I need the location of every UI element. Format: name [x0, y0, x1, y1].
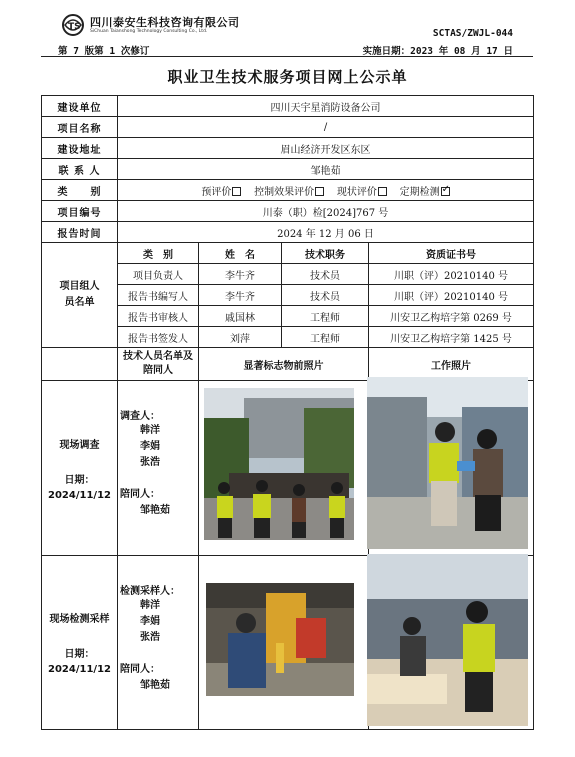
investigators-label: 调查人： — [120, 411, 160, 422]
address-label: 建设地址 — [42, 138, 118, 159]
project-label: 项目名称 — [42, 117, 118, 138]
member-name: 李牛齐 — [199, 264, 282, 285]
doc-code: SCTAS/ZWJL-044 — [432, 28, 513, 39]
member-name: 刘萍 — [199, 327, 282, 348]
version: 第 7 版第 1 次修订 — [58, 46, 150, 57]
survey-staff-cell — [118, 381, 199, 556]
sampling-label: 现场检测采样 — [49, 614, 110, 625]
project-value: / — [118, 117, 534, 138]
member-name: 李牛齐 — [199, 285, 282, 306]
company-name: 四川泰安生科技咨询有限公司 — [90, 16, 240, 29]
team-label: 项目组人员名单 — [42, 243, 118, 348]
member-cert: 川安卫乙构培字第 0269 号 — [369, 306, 534, 327]
survey-sign-photo — [204, 388, 354, 540]
member-cert: 川职（评）20210140 号 — [369, 285, 534, 306]
investigator: 李娟 — [140, 441, 160, 452]
survey-label: 现场调查 — [59, 439, 100, 451]
survey-label-cell — [42, 381, 118, 556]
team-header-cert: 资质证书号 — [369, 243, 534, 264]
header-rule — [41, 56, 533, 57]
sampling-date-label: 日期： — [64, 649, 95, 660]
sampling-sign-photo — [206, 583, 354, 696]
unit-value: 四川天宇星消防设备公司 — [118, 96, 534, 117]
member-cert: 川安卫乙构培字第 1425 号 — [369, 327, 534, 348]
member-title: 工程师 — [282, 327, 369, 348]
sampling-date: 2024/11/12 — [48, 664, 111, 675]
member-role: 报告书编写人 — [118, 285, 199, 306]
team-header-role: 类 别 — [118, 243, 199, 264]
sampling-label-cell — [42, 556, 118, 730]
photo-header-blank — [42, 348, 118, 381]
company-name-en: SiChuan Taianshong Technology Consulting Co., Ltd. — [90, 29, 208, 34]
member-title: 工程师 — [282, 306, 369, 327]
member-name: 戚国林 — [199, 306, 282, 327]
svg-text:TS: TS — [68, 22, 81, 32]
escort-label: 陪同人： — [120, 664, 160, 675]
team-header-name: 姓 名 — [199, 243, 282, 264]
checkbox-control[interactable] — [315, 187, 324, 196]
effective-date: 实施日期：2023 年 08 月 17 日 — [362, 46, 513, 57]
photo-header-sign: 显著标志物前照片 — [199, 348, 369, 381]
photo-header-work: 工作照片 — [369, 348, 534, 381]
contact-label: 联 系 人 — [42, 159, 118, 180]
code-value: 川泰（职）检[2024]767 号 — [118, 201, 534, 222]
survey-date-label: 日期： — [64, 474, 95, 486]
escort-name: 邹艳茹 — [140, 680, 170, 691]
unit-label: 建设单位 — [42, 96, 118, 117]
survey-date: 2024/11/12 — [48, 489, 111, 501]
category-status: 现状评价 — [337, 187, 387, 198]
member-title: 技术员 — [282, 264, 369, 285]
photo-header-staff: 技术人员名单及陪同人 — [118, 348, 199, 381]
sampler: 韩洋 — [140, 600, 160, 611]
category-pre: 预评价 — [201, 187, 241, 198]
address-value: 眉山经济开发区东区 — [118, 138, 534, 159]
date-label: 报告时间 — [42, 222, 118, 243]
survey-work-photo — [367, 377, 528, 549]
member-role: 报告书签发人 — [118, 327, 199, 348]
sampler: 李娟 — [140, 616, 160, 627]
member-cert: 川职（评）20210140 号 — [369, 264, 534, 285]
sampling-staff-cell — [118, 556, 199, 730]
category-options — [118, 180, 534, 201]
category-label: 类 别 — [42, 180, 118, 201]
investigator: 韩洋 — [140, 425, 160, 436]
category-control: 控制效果评价 — [254, 187, 324, 198]
member-role: 报告书审核人 — [118, 306, 199, 327]
contact-value: 邹艳茹 — [118, 159, 534, 180]
samplers-label: 检测采样人： — [120, 586, 180, 597]
escort-name: 邹艳茹 — [140, 505, 170, 516]
company-logo — [60, 13, 86, 41]
checkbox-periodic[interactable] — [441, 187, 450, 196]
checkbox-pre[interactable] — [232, 187, 241, 196]
category-periodic: 定期检测✓ — [400, 187, 450, 198]
member-title: 技术员 — [282, 285, 369, 306]
team-header-title: 技术职务 — [282, 243, 369, 264]
checkbox-status[interactable] — [378, 187, 387, 196]
page-title: 职业卫生技术服务项目网上公示单 — [167, 68, 408, 86]
code-label: 项目编号 — [42, 201, 118, 222]
escort-label: 陪同人： — [120, 489, 160, 500]
sampler: 张浩 — [140, 632, 160, 643]
member-role: 项目负责人 — [118, 264, 199, 285]
investigator: 张浩 — [140, 457, 160, 468]
sampling-work-photo — [367, 554, 528, 726]
date-value: 2024 年 12 月 06 日 — [118, 222, 534, 243]
